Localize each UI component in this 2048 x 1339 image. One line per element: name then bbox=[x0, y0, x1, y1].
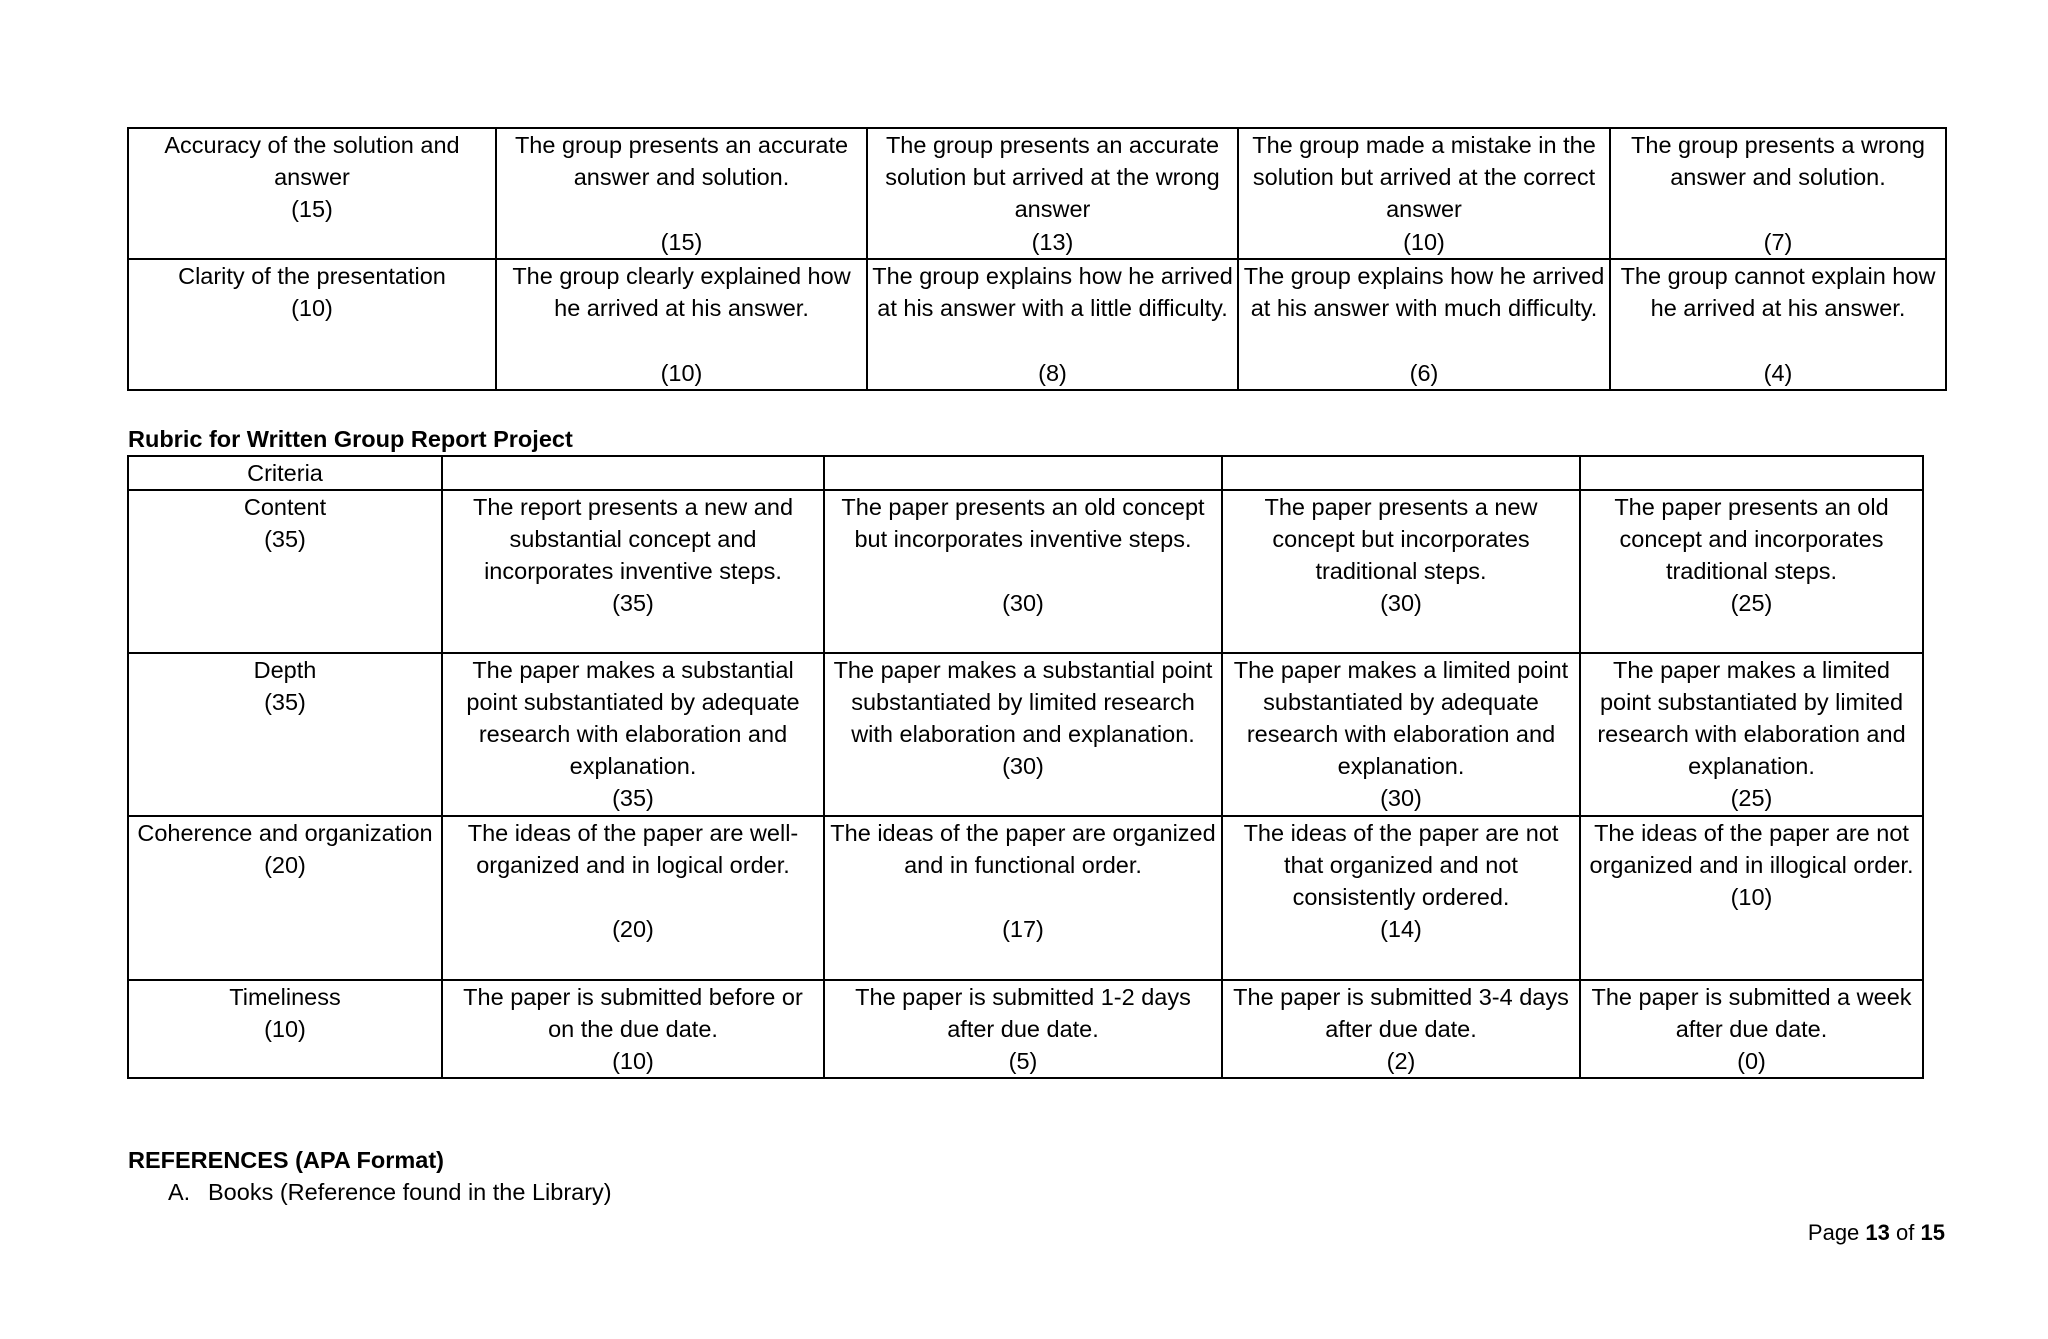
rubric-section-title: Rubric for Written Group Report Project bbox=[128, 426, 573, 452]
criterion-cell bbox=[128, 259, 496, 390]
level-description: The group clearly explained how he arrived at his answer. bbox=[512, 263, 851, 321]
level-cell bbox=[824, 980, 1222, 1078]
level-points: (30) bbox=[1380, 590, 1422, 616]
level-points: (35) bbox=[612, 785, 654, 811]
written-report-rubric-table bbox=[127, 455, 1924, 1079]
level-description: The ideas of the paper are organized and in functional order. bbox=[830, 820, 1216, 878]
level-points: (30) bbox=[1002, 590, 1044, 616]
level-description: The paper is submitted 1-2 days after due date. bbox=[855, 984, 1191, 1042]
level-points: (10) bbox=[1403, 229, 1445, 255]
criterion-points: (15) bbox=[291, 196, 333, 222]
level-points: (4) bbox=[1763, 360, 1793, 386]
level-description: The group explains how he arrived at his answer with a little difficulty. bbox=[872, 263, 1233, 321]
page-prefix: Page bbox=[1807, 1220, 1860, 1245]
criterion-label: Depth bbox=[253, 657, 317, 683]
level-description: The group explains how he arrived at his answer with much difficulty. bbox=[1243, 263, 1605, 321]
level-description: The paper makes a limited point substantiated by limited research with elaboration and explanation. bbox=[1597, 657, 1906, 779]
page-current: 13 bbox=[1865, 1220, 1890, 1245]
level-cell bbox=[867, 128, 1238, 259]
level-description: The group presents an accurate answer and solution. bbox=[514, 132, 849, 190]
table-row bbox=[128, 259, 1946, 390]
level-cell bbox=[442, 653, 824, 816]
level-points: (25) bbox=[1730, 785, 1773, 811]
level-points: (14) bbox=[1380, 916, 1422, 942]
level-points: (2) bbox=[1386, 1048, 1416, 1074]
header-cell bbox=[824, 456, 1222, 490]
problem-solving-rubric-table bbox=[127, 127, 1947, 391]
level-cell bbox=[1610, 128, 1946, 259]
level-cell bbox=[1222, 490, 1580, 653]
level-description: The ideas of the paper are not organized and in illogical order. bbox=[1589, 820, 1914, 878]
level-description: The report presents a new and substantial concept and incorporates inventive steps. bbox=[472, 494, 794, 584]
level-points: (30) bbox=[1002, 753, 1044, 779]
level-cell bbox=[824, 490, 1222, 653]
table-row bbox=[128, 490, 1923, 653]
level-cell bbox=[1222, 653, 1580, 816]
criterion-points: (20) bbox=[264, 852, 306, 878]
criterion-cell bbox=[128, 980, 442, 1078]
level-description: The paper is submitted a week after due date. bbox=[1591, 984, 1912, 1042]
criterion-points: (10) bbox=[291, 295, 333, 321]
level-cell bbox=[442, 490, 824, 653]
level-description: The paper makes a substantial point substantiated by adequate research with elaboration and explanation. bbox=[466, 657, 800, 779]
level-points: (17) bbox=[1002, 916, 1044, 942]
level-points: (5) bbox=[1008, 1048, 1038, 1074]
level-description: The paper makes a substantial point substantiated by limited research with elaboration and explanation. bbox=[833, 657, 1213, 747]
level-cell bbox=[1238, 128, 1610, 259]
level-points: (10) bbox=[1730, 884, 1773, 910]
level-cell bbox=[1580, 980, 1923, 1078]
page-of: of bbox=[1896, 1220, 1915, 1245]
level-description: The group cannot explain how he arrived at his answer. bbox=[1620, 263, 1936, 321]
reference-item-text: Books (Reference found in the Library) bbox=[208, 1179, 612, 1205]
table-row bbox=[128, 128, 1946, 259]
header-cell bbox=[442, 456, 824, 490]
level-points: (35) bbox=[612, 590, 654, 616]
level-cell bbox=[1222, 816, 1580, 980]
level-description: The group made a mistake in the solution but arrived at the correct answer bbox=[1252, 132, 1596, 222]
level-cell bbox=[1238, 259, 1610, 390]
level-cell bbox=[496, 259, 867, 390]
level-cell bbox=[1222, 980, 1580, 1078]
level-description: The paper presents a new concept but incorporates traditional steps. bbox=[1264, 494, 1538, 584]
table-row bbox=[128, 816, 1923, 980]
header-cell-criteria: Criteria bbox=[128, 456, 442, 490]
level-cell bbox=[442, 980, 824, 1078]
level-description: The group presents an accurate solution but arrived at the wrong answer bbox=[885, 132, 1220, 222]
level-cell bbox=[867, 259, 1238, 390]
level-cell bbox=[1580, 653, 1923, 816]
level-points: (25) bbox=[1730, 590, 1773, 616]
header-cell bbox=[1580, 456, 1923, 490]
level-description: The paper presents an old concept and incorporates traditional steps. bbox=[1614, 494, 1889, 584]
list-marker: A. bbox=[168, 1179, 191, 1205]
level-description: The paper presents an old concept but incorporates inventive steps. bbox=[841, 494, 1205, 552]
criterion-cell bbox=[128, 653, 442, 816]
level-cell bbox=[496, 128, 867, 259]
level-points: (6) bbox=[1409, 360, 1439, 386]
level-points: (20) bbox=[612, 916, 654, 942]
level-description: The paper is submitted before or on the due date. bbox=[463, 984, 803, 1042]
table-row bbox=[128, 980, 1923, 1078]
level-description: The paper is submitted 3-4 days after due date. bbox=[1233, 984, 1569, 1042]
level-description: The group presents a wrong answer and solution. bbox=[1631, 132, 1925, 190]
criterion-cell bbox=[128, 490, 442, 653]
level-cell bbox=[824, 816, 1222, 980]
level-description: The ideas of the paper are not that organized and not consistently ordered. bbox=[1243, 820, 1559, 910]
level-cell bbox=[1580, 490, 1923, 653]
table-row bbox=[128, 653, 1923, 816]
level-points: (13) bbox=[1031, 229, 1074, 255]
page-number bbox=[1808, 1218, 1945, 1248]
level-cell bbox=[1580, 816, 1923, 980]
level-description: The paper makes a limited point substantiated by adequate research with elaboration and explanation. bbox=[1233, 657, 1569, 779]
criterion-cell bbox=[128, 128, 496, 259]
criterion-label: Accuracy of the solution and answer bbox=[164, 132, 460, 190]
level-points: (15) bbox=[660, 229, 703, 255]
level-cell bbox=[442, 816, 824, 980]
criterion-label: Coherence and organization bbox=[137, 820, 433, 846]
criterion-points: (35) bbox=[264, 689, 306, 715]
level-cell bbox=[824, 653, 1222, 816]
level-description: The ideas of the paper are well-organized and in logical order. bbox=[467, 820, 799, 878]
level-points: (7) bbox=[1763, 229, 1793, 255]
header-cell bbox=[1222, 456, 1580, 490]
level-points: (30) bbox=[1380, 785, 1422, 811]
level-points: (10) bbox=[612, 1048, 654, 1074]
criterion-label: Clarity of the presentation bbox=[178, 263, 446, 289]
criterion-label: Timeliness bbox=[229, 984, 341, 1010]
criterion-cell bbox=[128, 816, 442, 980]
level-points: (10) bbox=[660, 360, 703, 386]
criterion-label: Content bbox=[243, 494, 327, 520]
criterion-points: (10) bbox=[264, 1016, 306, 1042]
level-points: (8) bbox=[1038, 360, 1067, 386]
reference-list-item bbox=[168, 1176, 612, 1208]
table-header-row bbox=[128, 456, 1923, 490]
page-total: 15 bbox=[1920, 1220, 1945, 1245]
references-title: REFERENCES (APA Format) bbox=[128, 1147, 444, 1173]
level-points: (0) bbox=[1737, 1048, 1766, 1074]
criterion-points: (35) bbox=[264, 526, 306, 552]
level-cell bbox=[1610, 259, 1946, 390]
